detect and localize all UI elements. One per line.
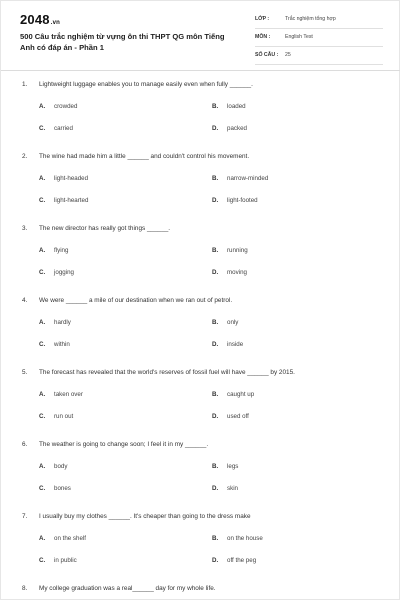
option-text: light-footed bbox=[227, 197, 258, 204]
option-letter: A. bbox=[39, 391, 46, 398]
answer-option[interactable] bbox=[212, 197, 258, 204]
option-text: moving bbox=[227, 269, 247, 276]
option-text: caught up bbox=[227, 391, 255, 398]
answer-option[interactable] bbox=[212, 557, 256, 564]
answer-option[interactable] bbox=[212, 125, 247, 132]
option-text: taken over bbox=[54, 391, 83, 398]
question-number: 3. bbox=[22, 225, 28, 232]
answer-option[interactable] bbox=[39, 319, 71, 326]
answer-option[interactable] bbox=[39, 197, 88, 204]
option-letter: B. bbox=[212, 103, 219, 110]
question-item bbox=[1, 583, 400, 603]
answer-option[interactable] bbox=[212, 535, 263, 542]
option-letter: B. bbox=[212, 463, 219, 470]
question-item bbox=[1, 151, 400, 223]
option-text: on the house bbox=[227, 535, 263, 542]
option-text: loaded bbox=[227, 103, 246, 110]
option-text: legs bbox=[227, 463, 239, 470]
answer-option[interactable] bbox=[39, 485, 71, 492]
question-number: 7. bbox=[22, 513, 28, 520]
question-item bbox=[1, 295, 400, 367]
header-divider bbox=[1, 70, 400, 71]
meta-label: SỐ CÂU : bbox=[255, 52, 279, 58]
option-letter: C. bbox=[39, 557, 46, 564]
document-title: 500 Câu trắc nghiệm từ vựng ôn thi THPT QG môn Tiếng Anh có đáp án - Phần 1 bbox=[20, 32, 225, 52]
option-text: within bbox=[54, 341, 70, 348]
option-text: packed bbox=[227, 125, 247, 132]
option-text: light-headed bbox=[54, 175, 89, 182]
answer-option[interactable] bbox=[212, 391, 254, 398]
option-letter: C. bbox=[39, 197, 46, 204]
answer-option[interactable] bbox=[39, 535, 86, 542]
option-letter: D. bbox=[212, 557, 219, 564]
question-text bbox=[22, 153, 249, 160]
option-text: bones bbox=[54, 485, 71, 492]
option-text: used off bbox=[227, 413, 249, 420]
answer-option[interactable] bbox=[39, 175, 88, 182]
answer-option[interactable] bbox=[39, 103, 77, 110]
question-stem: The wine had made him a little ______ and couldn't control his movement. bbox=[39, 153, 250, 160]
meta-label: MÔN : bbox=[255, 34, 271, 40]
answer-option[interactable] bbox=[212, 269, 247, 276]
question-text bbox=[22, 441, 208, 448]
question-number: 5. bbox=[22, 369, 28, 376]
answer-option[interactable] bbox=[39, 247, 68, 254]
option-text: flying bbox=[54, 247, 69, 254]
meta-row-count bbox=[255, 49, 383, 65]
meta-row-subject bbox=[255, 31, 383, 47]
question-stem: We were ______ a mile of our destination when we ran out of petrol. bbox=[39, 297, 233, 304]
option-letter: A. bbox=[39, 103, 46, 110]
answer-option[interactable] bbox=[39, 557, 77, 564]
logo-tld: .vn bbox=[50, 20, 61, 26]
question-item bbox=[1, 511, 400, 583]
question-stem: The weather is going to change soon; I feel it in my ______. bbox=[39, 441, 209, 448]
option-letter: D. bbox=[212, 341, 219, 348]
question-stem: The forecast has revealed that the world's reserves of fossil fuel will have ______ by 2015. bbox=[39, 369, 295, 376]
option-text: off the peg bbox=[227, 557, 257, 564]
option-letter: D. bbox=[212, 269, 219, 276]
meta-value: English Test bbox=[285, 34, 313, 40]
option-letter: A. bbox=[39, 463, 46, 470]
option-letter: C. bbox=[39, 125, 46, 132]
option-text: carried bbox=[54, 125, 73, 132]
question-item bbox=[1, 223, 400, 295]
question-number: 8. bbox=[22, 585, 28, 592]
answer-option[interactable] bbox=[39, 341, 70, 348]
option-text: running bbox=[227, 247, 248, 254]
option-letter: D. bbox=[212, 485, 219, 492]
answer-option[interactable] bbox=[39, 413, 73, 420]
option-letter: D. bbox=[212, 197, 219, 204]
question-list bbox=[1, 79, 400, 603]
option-text: light-hearted bbox=[54, 197, 89, 204]
option-text: body bbox=[54, 463, 68, 470]
option-letter: A. bbox=[39, 319, 46, 326]
option-text: skin bbox=[227, 485, 239, 492]
question-stem: Lightweight luggage enables you to manage easily even when fully ______. bbox=[39, 81, 253, 88]
option-text: inside bbox=[227, 341, 244, 348]
option-text: jogging bbox=[54, 269, 74, 276]
document-header bbox=[1, 1, 400, 67]
option-letter: C. bbox=[39, 269, 46, 276]
meta-row-class bbox=[255, 13, 383, 29]
site-logo[interactable] bbox=[20, 12, 60, 27]
option-text: narrow-minded bbox=[227, 175, 269, 182]
answer-option[interactable] bbox=[212, 485, 238, 492]
question-number: 4. bbox=[22, 297, 28, 304]
question-text bbox=[22, 585, 216, 592]
question-text bbox=[22, 297, 232, 304]
option-text: only bbox=[227, 319, 239, 326]
meta-label: LỚP : bbox=[255, 16, 270, 22]
answer-option[interactable] bbox=[39, 391, 83, 398]
question-stem: My college graduation was a real______ day for my whole life. bbox=[39, 585, 216, 592]
option-letter: A. bbox=[39, 535, 46, 542]
question-stem: I usually buy my clothes ______. It's cheaper than going to the dress make bbox=[39, 513, 251, 520]
answer-option[interactable] bbox=[212, 103, 246, 110]
answer-option[interactable] bbox=[39, 125, 73, 132]
option-letter: B. bbox=[212, 535, 219, 542]
question-item bbox=[1, 439, 400, 511]
option-text: run out bbox=[54, 413, 74, 420]
option-text: hardly bbox=[54, 319, 71, 326]
question-number: 1. bbox=[22, 81, 28, 88]
question-item bbox=[1, 367, 400, 439]
question-text bbox=[22, 369, 295, 376]
logo-text: 2048 bbox=[20, 12, 50, 27]
answer-option[interactable] bbox=[212, 175, 268, 182]
option-text: on the shelf bbox=[54, 535, 86, 542]
option-text: crowded bbox=[54, 103, 78, 110]
option-text: in public bbox=[54, 557, 77, 564]
question-stem: The new director has really got things ______. bbox=[39, 225, 171, 232]
document-meta bbox=[255, 13, 383, 67]
option-letter: B. bbox=[212, 391, 219, 398]
answer-option[interactable] bbox=[39, 463, 67, 470]
question-number: 6. bbox=[22, 441, 28, 448]
meta-value: 25 bbox=[285, 52, 291, 58]
answer-option[interactable] bbox=[212, 463, 238, 470]
option-letter: C. bbox=[39, 485, 46, 492]
answer-option[interactable] bbox=[39, 269, 74, 276]
option-letter: C. bbox=[39, 341, 46, 348]
option-letter: C. bbox=[39, 413, 46, 420]
option-letter: A. bbox=[39, 175, 46, 182]
answer-option[interactable] bbox=[212, 319, 238, 326]
option-letter: B. bbox=[212, 319, 219, 326]
answer-option[interactable] bbox=[212, 413, 249, 420]
option-letter: B. bbox=[212, 247, 219, 254]
option-letter: A. bbox=[39, 247, 46, 254]
answer-option[interactable] bbox=[212, 247, 248, 254]
question-text bbox=[22, 513, 251, 520]
meta-value: Trắc nghiệm tổng hợp bbox=[285, 16, 336, 22]
question-text bbox=[22, 225, 170, 232]
option-letter: B. bbox=[212, 175, 219, 182]
option-letter: D. bbox=[212, 125, 219, 132]
question-number: 2. bbox=[22, 153, 28, 160]
answer-option[interactable] bbox=[212, 341, 243, 348]
question-item bbox=[1, 79, 400, 151]
question-text bbox=[22, 81, 253, 88]
option-letter: D. bbox=[212, 413, 219, 420]
